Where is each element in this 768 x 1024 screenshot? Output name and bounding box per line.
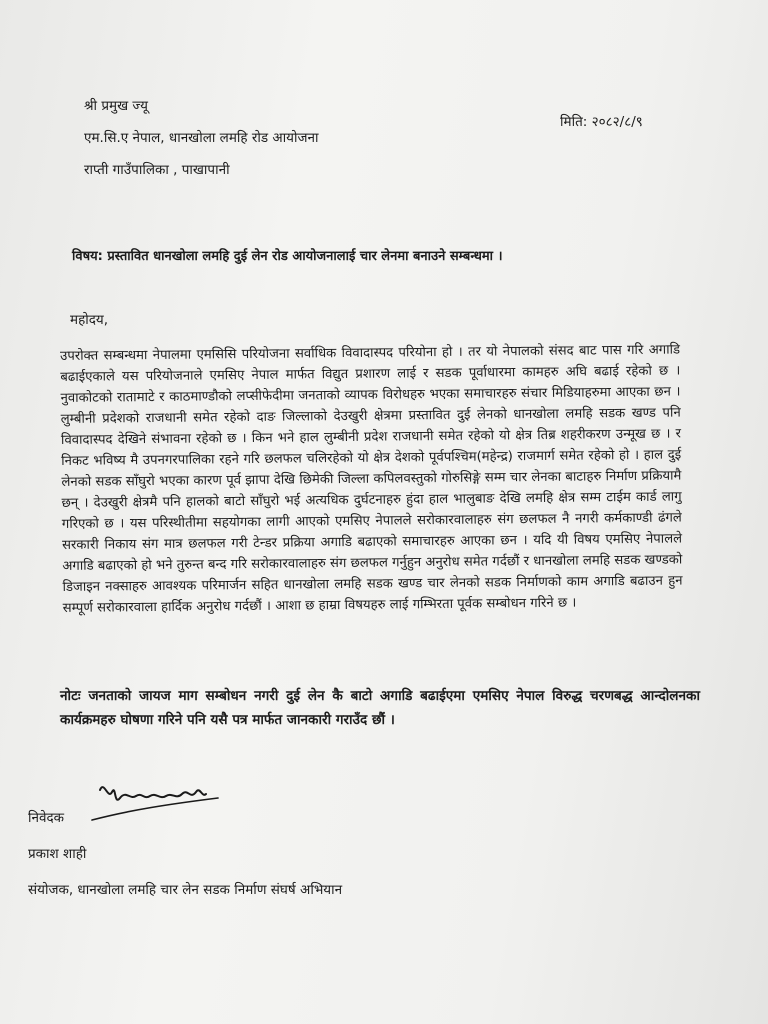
recipient-line-3: राप्ती गाउँपालिका , पाखापानी	[84, 162, 230, 178]
signature-label: निवेदक	[28, 810, 65, 826]
signer-role: संयोजक, धानखोला लमहि चार लेन सडक निर्माण संघर्ष अभियान	[28, 882, 343, 898]
signer-name: प्रकाश शाही	[28, 846, 87, 862]
handwritten-signature	[90, 770, 230, 830]
letter-body: उपरोक्त सम्बन्धमा नेपालमा एमसिसि परियोजना सर्वाधिक विवादास्पद परियोना हो । तर यो नेपालको संसद बाट पास गरि अगाडि बढाईएकाले यस परियोजनाले एमसिए नेपाल मार्फत विद्युत प्रशारण लाई र सडक पूर्वाधारमा कामहरु अघि बढाई रहेको छ । नुवाकोटको रातामाटे र काठमाण्डौको लप्सीफेदीमा जनताको व्यापक विरोधहरु भएका समाचारहरु संचार मिडियाहरुमा आएका छन । लुम्बीनी प्रदेशको राजधानी समेत रहेको दाङ जिल्लाको देउखुरी क्षेत्रमा प्रस्तावित दुई लेनको धानखोला लमहि सडक खण्ड पनि विवादास्पद देखिने संभावना रहेको छ । किन भने हाल लुम्बीनी प्रदेश राजधानी समेत रहेको यो क्षेत्र तिब्र शहरीकरण उन्मूख छ । र निकट भविष्य मै उपनगरपालिका रहने गरि छलफल चलिरहेको यो क्षेत्र देशको पूर्वपश्चिम(महेन्द्र) राजमार्ग समेत रहेको हो । हाल दुई लेनको सडक साँघुरो भएका कारण पूर्व झापा देखि छिमेकी जिल्ला कपिलवस्तुको गोरुसिङ्गे सम्म चार लेनका बाटाहरु निर्माण प्रक्रियामै छन् । देउखुरी क्षेत्रमै पनि हालको बाटो साँघुरो भई अत्यधिक दुर्घटनाहरु हुंदा हाल भालुबाङ देखि लमहि क्षेत्र सम्म टाईम कार्ड लागु गरिएको छ । यस परिस्थीतीमा सहयोगका लागी आएको एमसिए नेपालले सरोकारवालाहरु संग छलफल नै नगरी कर्मकाण्डी ढंगले सरकारी निकाय संग मात्र छलफल गरी टेन्डर प्रक्रिया अगाडि बढाएको समाचारहरु आएका छन । यदि यी विषय एमसिए नेपालले अगाडि बढाएको हो भने तुरुन्त बन्द गरि सरोकारवालाहरु संग छलफल गर्नुहुन अनुरोध समेत गर्दछौं र धानखोला लमहि सडक खण्डको डिजाइन नक्साहरु आवश्यक परिमार्जन सहित धानखोला लमहि सडक खण्ड चार लेनको सडक निर्माणको काम अगाडि बढाउन हुन सम्पूर्ण सरोकारवाला हार्दिक अनुरोध गर्दछौं । आशा छ हाम्रा विषयहरु लाई गम्भिरता पूर्वक सम्बोधन गरिने छ ।	[60, 342, 683, 616]
letter-note: नोटः जनताको जायज माग सम्बोधन नगरी दुई लेन कै बाटो अगाडि बढाईएमा एमसिए नेपाल विरुद्ध चरणबद्ध आन्दोलनका कार्यक्रमहरु घोषणा गरिने पनि यसै पत्र मार्फत जानकारी गराउँद छौं ।	[60, 688, 700, 728]
recipient-line-1: श्री प्रमुख ज्यू	[84, 98, 148, 114]
recipient-line-2: एम.सि.ए नेपाल, धानखोला लमहि रोड आयोजना	[84, 130, 319, 146]
salutation: महोदय,	[70, 312, 109, 328]
letter-subject: विषय: प्रस्तावित धानखोला लमहि दुई लेन रोड आयोजनालाई चार लेनमा बनाउने सम्बन्धमा ।	[72, 249, 503, 264]
letter-date: मिति: २०८२/८/९	[560, 114, 643, 130]
